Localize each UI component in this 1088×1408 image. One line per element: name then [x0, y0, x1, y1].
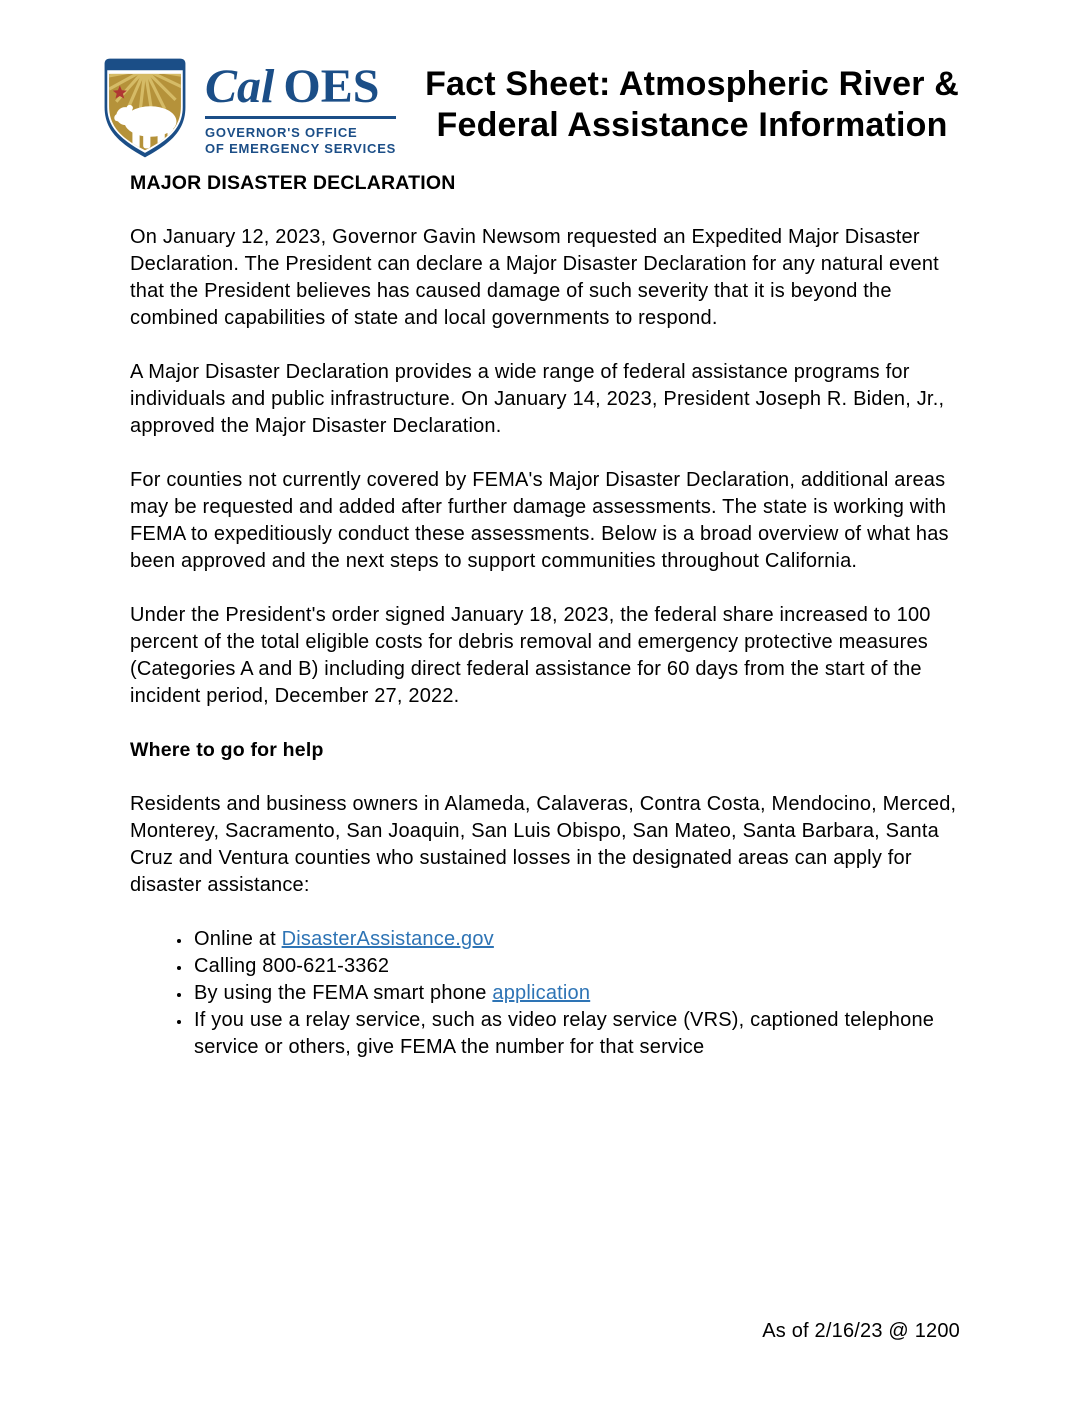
list-item-online — [192, 926, 962, 953]
list-item-text: Calling 800-621-3362 — [194, 955, 390, 977]
paragraph: A Major Disaster Declaration provides a wide range of federal assistance programs for individuals and public infrastructure. On January 14, 2023, President Joseph R. Biden, Jr., approved the Major Disaster Declaration. — [130, 361, 945, 437]
heading-where-to-go-for-help: Where to go for help — [130, 739, 324, 761]
wordmark-oes: OES — [283, 60, 380, 113]
heading-major-disaster-declaration: MAJOR DISASTER DECLARATION — [130, 172, 456, 194]
as-of-timestamp: As of 2/16/23 @ 1200 — [762, 1320, 960, 1342]
list-item-fema-app — [192, 980, 962, 1007]
page-title — [396, 55, 988, 146]
document-header — [100, 55, 988, 161]
caloes-shield-icon — [100, 55, 190, 161]
list-item-text: If you use a relay service, such as video relay service (VRS), captioned telephone service or others, give FEMA the number for that service — [194, 1009, 935, 1058]
logo-subtitle-line1: GOVERNOR'S OFFICE — [205, 125, 358, 140]
paragraph: On January 12, 2023, Governor Gavin Newsom requested an Expedited Major Disaster Declaration. The President can declare a Major Disaster Declaration for any natural event that the President believes has caused damage of such severity that it is beyond the combined capabilities of state and local governments to respond. — [130, 226, 939, 329]
page-title-line2: Federal Assistance Information — [436, 106, 948, 144]
wordmark-cal: Cal — [205, 60, 275, 113]
paragraph-help-intro: Residents and business owners in Alameda, Calaveras, Contra Costa, Mendocino, Merced, Monterey, Sacramento, San Joaquin, San Luis Obispo, San Mateo, Santa Barbara, Santa Cruz and Ventura counties who sustained losses in the designated areas can apply for disaster assistance: — [130, 793, 957, 896]
logo-divider — [205, 116, 396, 119]
help-options-list — [130, 926, 962, 1061]
list-item-calling — [192, 953, 962, 980]
list-item-relay-service — [192, 1007, 962, 1061]
paragraph: Under the President's order signed January 18, 2023, the federal share increased to 100 percent of the total eligible costs for debris removal and emergency protective measures (Categories A and B) including direct federal assistance for 60 days from the start of the incident period, December 27, 2022. — [130, 604, 931, 707]
caloes-logo — [100, 55, 396, 161]
disasterassistance-gov-link[interactable]: DisasterAssistance.gov — [281, 928, 494, 950]
fema-application-link[interactable]: application — [492, 982, 591, 1004]
logo-subtitle-line2: OF EMERGENCY SERVICES — [205, 141, 397, 156]
list-item-text: Online at — [194, 928, 282, 950]
caloes-wordmark-block — [205, 55, 396, 157]
caloes-wordmark — [205, 60, 396, 113]
list-item-text: By using the FEMA smart phone — [194, 982, 493, 1004]
document-body — [130, 170, 962, 1061]
page-title-line1: Fact Sheet: Atmospheric River & — [425, 65, 960, 103]
paragraph: For counties not currently covered by FEMA's Major Disaster Declaration, additional areas may be requested and added after further damage assessments. The state is working with FEMA to expeditiously conduct these assessments. Below is a broad overview of what has been approved and the next steps to support communities throughout California. — [130, 469, 949, 572]
